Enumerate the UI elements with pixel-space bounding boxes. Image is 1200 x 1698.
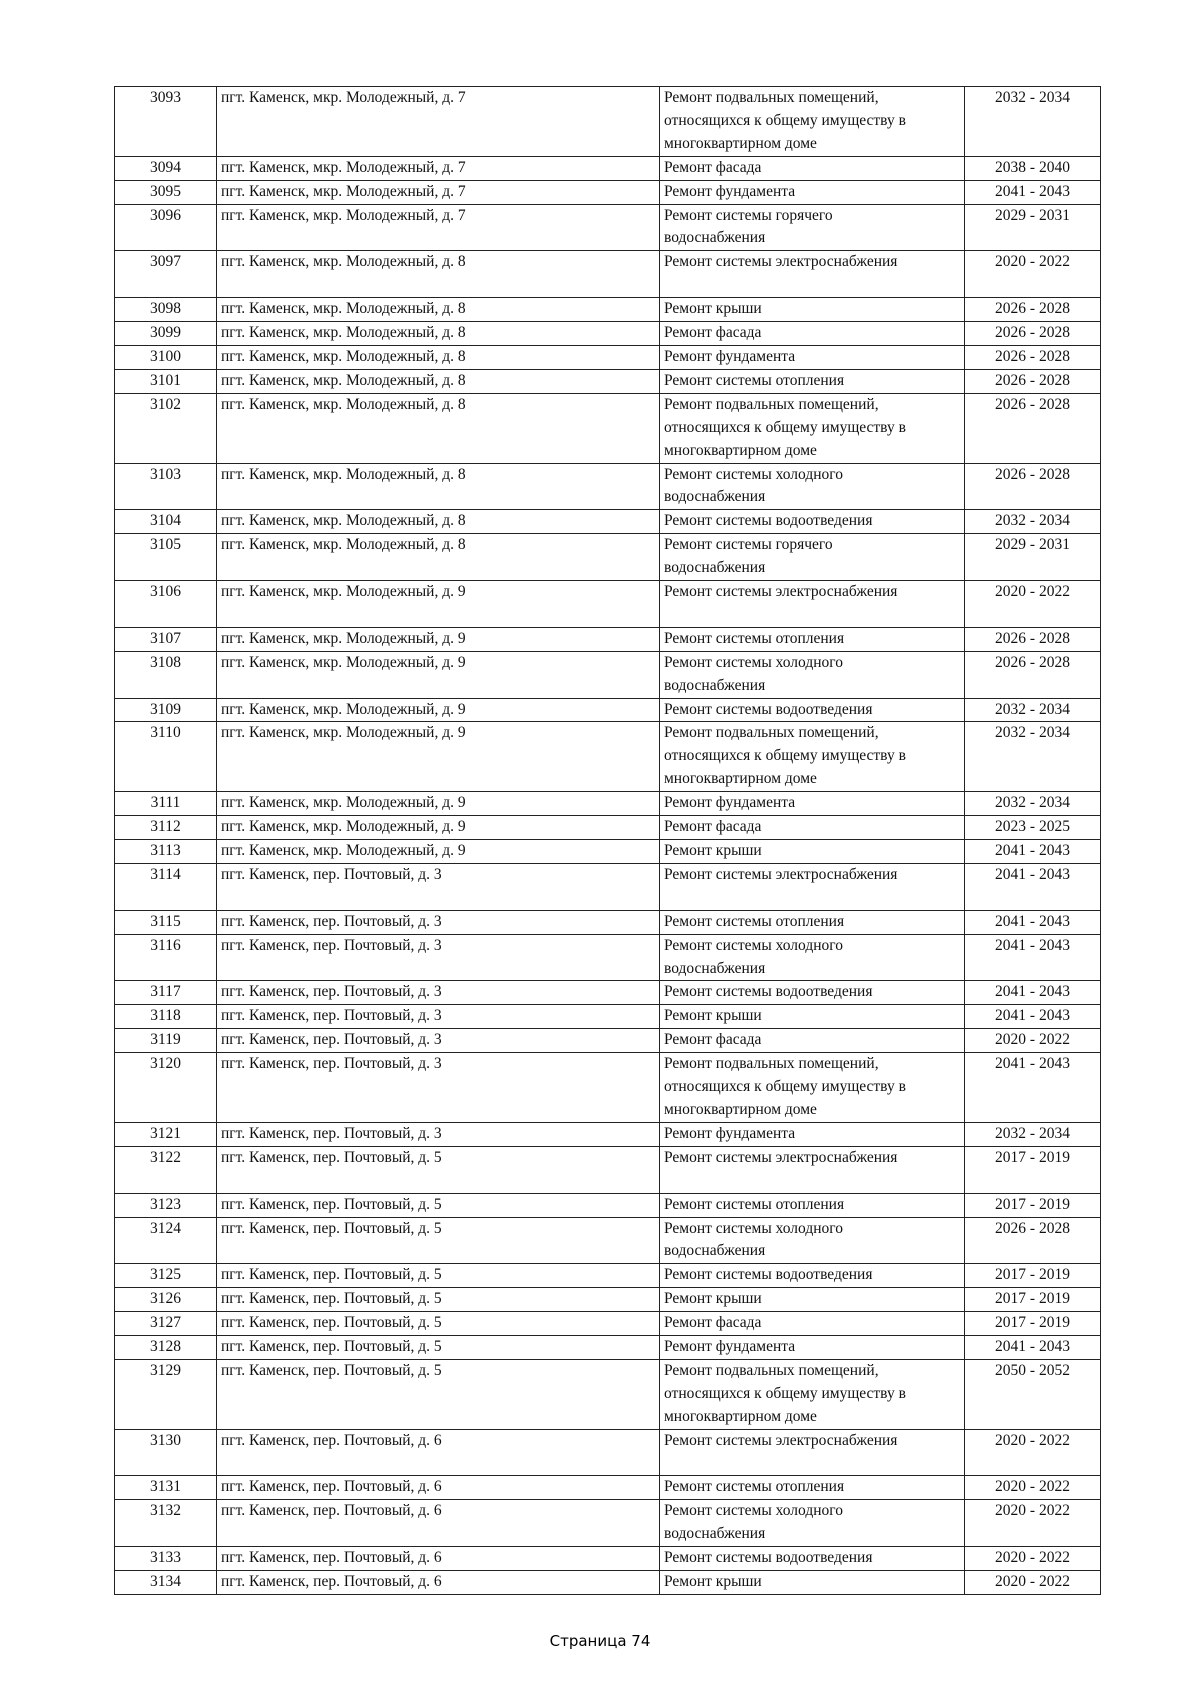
row-years: 2041 - 2043 (965, 840, 1101, 864)
row-years: 2041 - 2043 (965, 1005, 1101, 1029)
row-number: 3105 (115, 534, 217, 581)
row-address: пгт. Каменск, пер. Почтовый, д. 3 (217, 934, 660, 981)
row-number: 3123 (115, 1193, 217, 1217)
row-address: пгт. Каменск, мкр. Молодежный, д. 9 (217, 627, 660, 651)
row-number: 3099 (115, 322, 217, 346)
row-number: 3120 (115, 1053, 217, 1123)
work-type-line: Ремонт системы водоотведения (664, 1549, 873, 1567)
row-years: 2032 - 2034 (965, 792, 1101, 816)
work-type-line: водоснабжения (664, 488, 766, 506)
page-number: Страница 74 (549, 1632, 651, 1650)
row-address: пгт. Каменск, мкр. Молодежный, д. 7 (217, 204, 660, 251)
row-work-type (660, 1547, 965, 1571)
row-address: пгт. Каменск, пер. Почтовый, д. 5 (217, 1359, 660, 1429)
row-address: пгт. Каменск, мкр. Молодежный, д. 7 (217, 156, 660, 180)
table-row (115, 1146, 1101, 1193)
table-row (115, 87, 1101, 157)
row-years: 2026 - 2028 (965, 463, 1101, 510)
row-work-type (660, 722, 965, 792)
row-work-type (660, 510, 965, 534)
row-years: 2017 - 2019 (965, 1288, 1101, 1312)
table-row (115, 1217, 1101, 1264)
work-type-line: Ремонт подвальных помещений, (664, 89, 879, 106)
row-number: 3129 (115, 1359, 217, 1429)
row-years: 2020 - 2022 (965, 1476, 1101, 1500)
work-type-line (664, 1170, 960, 1193)
work-type-line: Ремонт системы холодного (664, 653, 843, 671)
row-number: 3124 (115, 1217, 217, 1264)
row-work-type (660, 534, 965, 581)
row-address: пгт. Каменск, пер. Почтовый, д. 6 (217, 1571, 660, 1595)
row-number: 3116 (115, 934, 217, 981)
row-address: пгт. Каменск, пер. Почтовый, д. 3 (217, 1005, 660, 1029)
row-address: пгт. Каменск, мкр. Молодежный, д. 8 (217, 393, 660, 463)
row-address: пгт. Каменск, пер. Почтовый, д. 5 (217, 1312, 660, 1336)
table-row (115, 1429, 1101, 1476)
table-row (115, 251, 1101, 298)
row-address: пгт. Каменск, пер. Почтовый, д. 3 (217, 981, 660, 1005)
row-number: 3093 (115, 87, 217, 157)
work-type-line: относящихся к общему имуществу в (664, 111, 906, 129)
row-work-type (660, 393, 965, 463)
work-type-line: Ремонт системы водоотведения (664, 512, 873, 530)
row-number: 3115 (115, 910, 217, 934)
table-row (115, 393, 1101, 463)
work-type-line (664, 274, 960, 297)
row-years: 2023 - 2025 (965, 816, 1101, 840)
work-type-line: Ремонт системы водоотведения (664, 700, 873, 718)
row-address: пгт. Каменск, мкр. Молодежный, д. 8 (217, 369, 660, 393)
table-row (115, 863, 1101, 910)
row-years: 2041 - 2043 (965, 1053, 1101, 1123)
work-type-line: Ремонт системы отопления (664, 371, 845, 389)
row-number: 3117 (115, 981, 217, 1005)
work-type-line: Ремонт системы электроснабжения (664, 865, 898, 883)
row-years: 2032 - 2034 (965, 722, 1101, 792)
table-body (115, 87, 1101, 1595)
table-row (115, 840, 1101, 864)
table-row (115, 1571, 1101, 1595)
row-years: 2041 - 2043 (965, 910, 1101, 934)
row-address: пгт. Каменск, пер. Почтовый, д. 6 (217, 1476, 660, 1500)
work-type-line: водоснабжения (664, 1525, 766, 1543)
row-years: 2017 - 2019 (965, 1193, 1101, 1217)
work-type-line: Ремонт крыши (664, 1007, 762, 1025)
table-row (115, 1193, 1101, 1217)
row-work-type (660, 1217, 965, 1264)
row-number: 3101 (115, 369, 217, 393)
row-years: 2026 - 2028 (965, 1217, 1101, 1264)
row-work-type (660, 156, 965, 180)
work-type-line: многоквартирном доме (664, 1100, 817, 1118)
table-row (115, 627, 1101, 651)
row-work-type (660, 1476, 965, 1500)
work-type-line: Ремонт системы электроснабжения (664, 253, 898, 271)
table-row (115, 934, 1101, 981)
row-address: пгт. Каменск, мкр. Молодежный, д. 9 (217, 722, 660, 792)
row-years: 2041 - 2043 (965, 863, 1101, 910)
row-work-type (660, 934, 965, 981)
work-type-line: Ремонт фасада (664, 158, 762, 176)
row-years: 2026 - 2028 (965, 369, 1101, 393)
table-row (115, 1500, 1101, 1547)
work-type-line: Ремонт системы холодного (664, 936, 843, 954)
row-number: 3112 (115, 816, 217, 840)
row-address: пгт. Каменск, пер. Почтовый, д. 5 (217, 1193, 660, 1217)
row-years: 2050 - 2052 (965, 1359, 1101, 1429)
table-row (115, 792, 1101, 816)
row-work-type (660, 1029, 965, 1053)
row-address: пгт. Каменск, пер. Почтовый, д. 5 (217, 1264, 660, 1288)
table-row (115, 722, 1101, 792)
work-type-line (664, 887, 960, 910)
row-work-type (660, 1312, 965, 1336)
row-years: 2020 - 2022 (965, 1500, 1101, 1547)
row-number: 3113 (115, 840, 217, 864)
work-type-line: Ремонт системы электроснабжения (664, 1431, 898, 1449)
row-years: 2020 - 2022 (965, 1429, 1101, 1476)
row-address: пгт. Каменск, пер. Почтовый, д. 5 (217, 1146, 660, 1193)
work-type-line: Ремонт фасада (664, 1314, 762, 1332)
row-years: 2032 - 2034 (965, 698, 1101, 722)
row-years: 2017 - 2019 (965, 1264, 1101, 1288)
table-row (115, 1053, 1101, 1123)
row-number: 3103 (115, 463, 217, 510)
row-work-type (660, 1146, 965, 1193)
row-number: 3125 (115, 1264, 217, 1288)
row-number: 3122 (115, 1146, 217, 1193)
row-work-type (660, 627, 965, 651)
work-type-line: Ремонт крыши (664, 1573, 762, 1591)
row-number: 3097 (115, 251, 217, 298)
row-years: 2032 - 2034 (965, 1122, 1101, 1146)
work-type-line: Ремонт фундамента (664, 794, 796, 812)
work-type-line: Ремонт крыши (664, 1290, 762, 1308)
row-work-type (660, 581, 965, 628)
row-address: пгт. Каменск, пер. Почтовый, д. 6 (217, 1500, 660, 1547)
row-address: пгт. Каменск, мкр. Молодежный, д. 9 (217, 792, 660, 816)
table-row (115, 298, 1101, 322)
table-row (115, 698, 1101, 722)
work-type-line: Ремонт системы горячего (664, 536, 833, 554)
row-years: 2038 - 2040 (965, 156, 1101, 180)
row-address: пгт. Каменск, пер. Почтовый, д. 5 (217, 1336, 660, 1360)
work-type-line: многоквартирном доме (664, 441, 817, 459)
row-address: пгт. Каменск, пер. Почтовый, д. 3 (217, 863, 660, 910)
row-address: пгт. Каменск, пер. Почтовый, д. 3 (217, 1053, 660, 1123)
row-address: пгт. Каменск, мкр. Молодежный, д. 8 (217, 345, 660, 369)
work-type-line: Ремонт фасада (664, 324, 762, 342)
row-years: 2026 - 2028 (965, 298, 1101, 322)
row-work-type (660, 698, 965, 722)
row-work-type (660, 298, 965, 322)
row-work-type (660, 910, 965, 934)
row-number: 3111 (115, 792, 217, 816)
work-type-line (664, 604, 960, 627)
row-number: 3095 (115, 180, 217, 204)
row-number: 3118 (115, 1005, 217, 1029)
row-work-type (660, 369, 965, 393)
table-row (115, 1359, 1101, 1429)
work-type-line: Ремонт системы холодного (664, 1219, 843, 1237)
row-work-type (660, 345, 965, 369)
row-years: 2020 - 2022 (965, 581, 1101, 628)
table-row (115, 180, 1101, 204)
row-years: 2032 - 2034 (965, 510, 1101, 534)
row-address: пгт. Каменск, мкр. Молодежный, д. 8 (217, 251, 660, 298)
row-years: 2041 - 2043 (965, 981, 1101, 1005)
work-type-line: водоснабжения (664, 559, 766, 577)
row-address: пгт. Каменск, мкр. Молодежный, д. 9 (217, 840, 660, 864)
work-type-line: Ремонт крыши (664, 842, 762, 859)
row-number: 3128 (115, 1336, 217, 1360)
row-years: 2026 - 2028 (965, 393, 1101, 463)
row-number: 3094 (115, 156, 217, 180)
row-years: 2020 - 2022 (965, 1547, 1101, 1571)
table-row (115, 981, 1101, 1005)
row-work-type (660, 1193, 965, 1217)
table-row (115, 1122, 1101, 1146)
row-work-type (660, 463, 965, 510)
row-work-type (660, 816, 965, 840)
table-row (115, 322, 1101, 346)
work-type-line (664, 1453, 960, 1476)
row-work-type (660, 1500, 965, 1547)
row-number: 3130 (115, 1429, 217, 1476)
work-type-line: Ремонт системы отопления (664, 1478, 845, 1496)
work-type-line: многоквартирном доме (664, 770, 817, 788)
row-address: пгт. Каменск, мкр. Молодежный, д. 8 (217, 510, 660, 534)
table-row (115, 1547, 1101, 1571)
row-years: 2020 - 2022 (965, 251, 1101, 298)
row-number: 3127 (115, 1312, 217, 1336)
work-type-line: Ремонт системы водоотведения (664, 1266, 873, 1284)
row-address: пгт. Каменск, мкр. Молодежный, д. 9 (217, 816, 660, 840)
table-row (115, 463, 1101, 510)
repair-schedule-table (114, 86, 1101, 1595)
row-address: пгт. Каменск, мкр. Молодежный, д. 9 (217, 651, 660, 698)
row-years: 2041 - 2043 (965, 180, 1101, 204)
work-type-line: водоснабжения (664, 1242, 766, 1260)
row-number: 3106 (115, 581, 217, 628)
table-row (115, 1029, 1101, 1053)
work-type-line: Ремонт системы электроснабжения (664, 583, 898, 601)
row-work-type (660, 792, 965, 816)
row-address: пгт. Каменск, мкр. Молодежный, д. 8 (217, 534, 660, 581)
row-work-type (660, 1122, 965, 1146)
work-type-line: Ремонт системы холодного (664, 1502, 843, 1520)
row-work-type (660, 840, 965, 864)
row-number: 3096 (115, 204, 217, 251)
row-work-type (660, 204, 965, 251)
work-type-line: относящихся к общему имуществу в (664, 747, 906, 765)
row-work-type (660, 1053, 965, 1123)
table-row (115, 369, 1101, 393)
work-type-line: относящихся к общему имуществу в (664, 1078, 906, 1096)
row-years: 2026 - 2028 (965, 322, 1101, 346)
work-type-line: Ремонт системы холодного (664, 465, 843, 483)
row-work-type (660, 651, 965, 698)
row-address: пгт. Каменск, пер. Почтовый, д. 6 (217, 1547, 660, 1571)
row-work-type (660, 863, 965, 910)
work-type-line: Ремонт фасада (664, 818, 762, 836)
row-work-type (660, 322, 965, 346)
row-work-type (660, 1264, 965, 1288)
row-number: 3134 (115, 1571, 217, 1595)
row-number: 3132 (115, 1500, 217, 1547)
row-work-type (660, 1359, 965, 1429)
work-type-line: Ремонт фундамента (664, 182, 796, 200)
work-type-line: относящихся к общему имуществу в (664, 1384, 906, 1402)
table-row (115, 1312, 1101, 1336)
row-number: 3133 (115, 1547, 217, 1571)
row-work-type (660, 87, 965, 157)
row-number: 3108 (115, 651, 217, 698)
row-address: пгт. Каменск, мкр. Молодежный, д. 9 (217, 698, 660, 722)
work-type-line: Ремонт крыши (664, 300, 762, 318)
row-years: 2020 - 2022 (965, 1571, 1101, 1595)
row-years: 2029 - 2031 (965, 534, 1101, 581)
table-row (115, 204, 1101, 251)
row-years: 2026 - 2028 (965, 627, 1101, 651)
row-number: 3119 (115, 1029, 217, 1053)
table-row (115, 816, 1101, 840)
table-row (115, 581, 1101, 628)
row-number: 3098 (115, 298, 217, 322)
work-type-line: Ремонт системы электроснабжения (664, 1148, 898, 1166)
work-type-line: Ремонт подвальных помещений, (664, 1055, 879, 1073)
row-number: 3126 (115, 1288, 217, 1312)
work-type-line: Ремонт системы отопления (664, 1195, 845, 1213)
row-years: 2041 - 2043 (965, 934, 1101, 981)
table-row (115, 910, 1101, 934)
table-row (115, 1476, 1101, 1500)
work-type-line: Ремонт фундамента (664, 1124, 796, 1142)
row-number: 3109 (115, 698, 217, 722)
work-type-line: Ремонт подвальных помещений, (664, 1361, 879, 1379)
row-address: пгт. Каменск, пер. Почтовый, д. 3 (217, 1122, 660, 1146)
work-type-line: водоснабжения (664, 959, 766, 977)
row-work-type (660, 251, 965, 298)
row-address: пгт. Каменск, пер. Почтовый, д. 3 (217, 1029, 660, 1053)
row-years: 2026 - 2028 (965, 651, 1101, 698)
row-number: 3110 (115, 722, 217, 792)
row-work-type (660, 981, 965, 1005)
row-address: пгт. Каменск, мкр. Молодежный, д. 8 (217, 322, 660, 346)
row-number: 3114 (115, 863, 217, 910)
row-years: 2017 - 2019 (965, 1312, 1101, 1336)
work-type-line: Ремонт системы отопления (664, 912, 845, 930)
row-number: 3131 (115, 1476, 217, 1500)
table-row (115, 156, 1101, 180)
work-type-line: многоквартирном доме (664, 134, 817, 152)
row-address: пгт. Каменск, мкр. Молодежный, д. 8 (217, 298, 660, 322)
row-address: пгт. Каменск, мкр. Молодежный, д. 7 (217, 87, 660, 157)
row-years: 2029 - 2031 (965, 204, 1101, 251)
work-type-line: Ремонт системы водоотведения (664, 983, 873, 1001)
row-work-type (660, 1005, 965, 1029)
row-address: пгт. Каменск, мкр. Молодежный, д. 9 (217, 581, 660, 628)
work-type-line: многоквартирном доме (664, 1407, 817, 1425)
row-number: 3121 (115, 1122, 217, 1146)
row-work-type (660, 1336, 965, 1360)
row-work-type (660, 1571, 965, 1595)
row-address: пгт. Каменск, мкр. Молодежный, д. 8 (217, 463, 660, 510)
row-address: пгт. Каменск, пер. Почтовый, д. 5 (217, 1217, 660, 1264)
row-work-type (660, 1288, 965, 1312)
table-row (115, 651, 1101, 698)
work-type-line: Ремонт фундамента (664, 1338, 796, 1356)
row-work-type (660, 1429, 965, 1476)
work-type-line: водоснабжения (664, 676, 766, 694)
work-type-line: относящихся к общему имуществу в (664, 418, 906, 436)
work-type-line: Ремонт подвальных помещений, (664, 395, 879, 413)
row-years: 2041 - 2043 (965, 1336, 1101, 1360)
row-work-type (660, 180, 965, 204)
row-years: 2017 - 2019 (965, 1146, 1101, 1193)
table-row (115, 1264, 1101, 1288)
row-years: 2026 - 2028 (965, 345, 1101, 369)
work-type-line: Ремонт системы отопления (664, 629, 845, 647)
row-address: пгт. Каменск, пер. Почтовый, д. 3 (217, 910, 660, 934)
table-row (115, 534, 1101, 581)
row-number: 3104 (115, 510, 217, 534)
table-row (115, 1005, 1101, 1029)
table-row (115, 345, 1101, 369)
row-number: 3102 (115, 393, 217, 463)
work-type-line: Ремонт фасада (664, 1031, 762, 1049)
row-years: 2020 - 2022 (965, 1029, 1101, 1053)
row-address: пгт. Каменск, пер. Почтовый, д. 6 (217, 1429, 660, 1476)
row-address: пгт. Каменск, мкр. Молодежный, д. 7 (217, 180, 660, 204)
work-type-line: водоснабжения (664, 229, 766, 247)
table-row (115, 1288, 1101, 1312)
row-address: пгт. Каменск, пер. Почтовый, д. 5 (217, 1288, 660, 1312)
table-row (115, 510, 1101, 534)
row-number: 3107 (115, 627, 217, 651)
work-type-line: Ремонт системы горячего (664, 206, 833, 224)
row-years: 2032 - 2034 (965, 87, 1101, 157)
work-type-line: Ремонт подвальных помещений, (664, 724, 879, 742)
work-type-line: Ремонт фундамента (664, 347, 796, 365)
table-row (115, 1336, 1101, 1360)
row-number: 3100 (115, 345, 217, 369)
